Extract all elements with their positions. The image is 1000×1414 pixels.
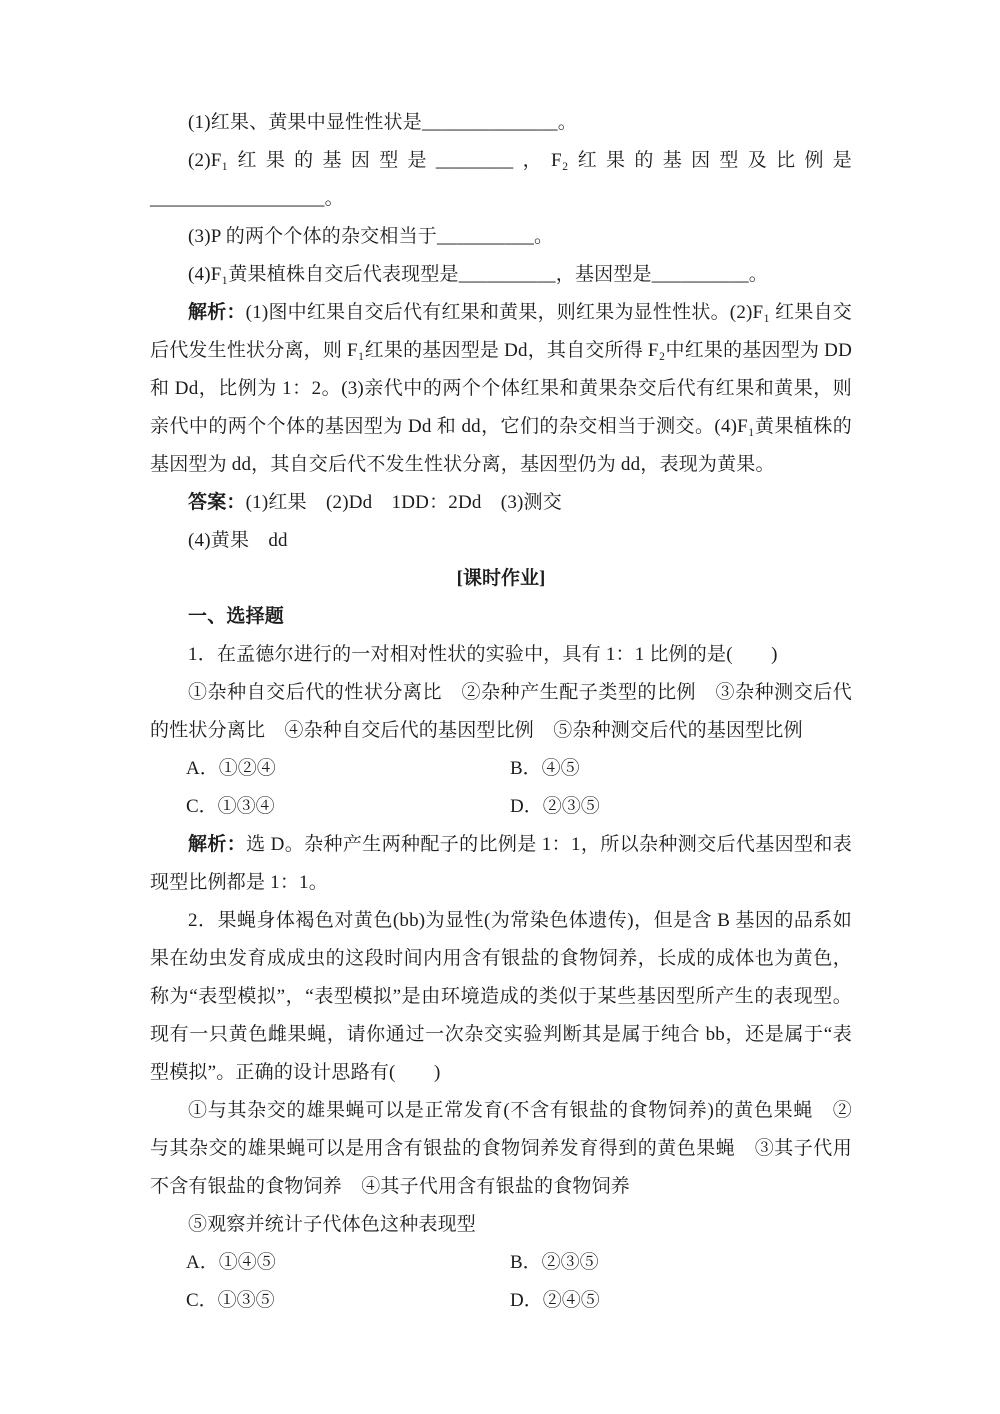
q2-option-d: D．②④⑤: [510, 1290, 600, 1311]
q2-option-c: C．①③⑤: [186, 1290, 275, 1311]
section-header-homework: [课时作业]: [456, 568, 546, 589]
answer-1-line-2: (4)黄果 dd: [188, 530, 288, 551]
answer-1-line-1: [150, 484, 852, 522]
answer-1-label: 答案：: [188, 492, 246, 513]
q1-option-d: D．②③⑤: [510, 796, 600, 817]
fill-question-1: (1)红果、黄果中显性性状是______________。: [188, 112, 577, 133]
q1-option-b: B．④⑤: [510, 758, 580, 779]
q1-option-c: C．①③④: [186, 796, 275, 817]
q2-item-5: ⑤观察并统计子代体色这种表现型: [188, 1214, 477, 1235]
q2-items: ①与其杂交的雄果蝇可以是正常发育(不含有银盐的食物饲养)的黄色果蝇 ②与其杂交的雄果蝇可以是用含有银盐的食物饲养发育得到的黄色果蝇 ③其子代用不含有银盐的食物饲养 ④其子代用含有银盐的食物饲养: [150, 1100, 852, 1197]
q1-options-row-2: [150, 788, 852, 826]
analysis-1-label: 解析：: [188, 302, 246, 323]
subsection-multiple-choice: 一、选择题: [188, 606, 285, 627]
q2-option-b: B．②③⑤: [510, 1252, 599, 1273]
q2-stem: 2．果蝇身体褐色对黄色(bb)为显性(为常染色体遗传)，但是含 B 基因的品系如果在幼虫发育成成虫的这段时间内用含有银盐的食物饲养，长成的成体也为黄色，称为“表型模拟”，“表型模拟”是由环境造成的类似于某些基因型所产生的表现型。现有一只黄色雌果蝇，请你通过一次杂交实验判断其是属于纯合 bb，还是属于“表型模拟”。正确的设计思路有( ): [150, 910, 852, 1083]
q1-analysis-paragraph: [150, 826, 852, 902]
q1-stem: 1．在孟德尔进行的一对相对性状的实验中，具有 1：1 比例的是( ): [188, 644, 778, 665]
fill-question-3: (3)P 的两个个体的杂交相当于__________。: [188, 226, 554, 247]
q1-option-a: A．①②④: [186, 758, 276, 779]
fill-question-2: (2)F₁红果的基因型是________，F₂红果的基因型及比例是__________________。: [150, 150, 852, 209]
q2-options-row-2: [150, 1282, 852, 1320]
q2-options-row-1: [150, 1244, 852, 1282]
analysis-1-paragraph: [150, 294, 852, 484]
q1-analysis-label: 解析：: [188, 834, 247, 855]
q1-items: ①杂种自交后代的性状分离比 ②杂种产生配子类型的比例 ③杂种测交后代的性状分离比 ④杂种自交后代的基因型比例 ⑤杂种测交后代的基因型比例: [150, 682, 852, 741]
q1-analysis-body: 选 D。杂种产生两种配子的比例是 1：1，所以杂种测交后代基因型和表现型比例都是 1：1。: [150, 834, 852, 893]
analysis-1-body: (1)图中红果自交后代有红果和黄果，则红果为显性性状。(2)F₁ 红果自交后代发生性状分离，则 F₁红果的基因型是 Dd，其自交所得 F₂中红果的基因型为 DD 和 Dd，比例为 1：2。(3)亲代中的两个个体红果和黄果杂交后代有红果和黄果，则亲代中的两个个体的基因型为 Dd 和 dd，它们的杂交相当于测交。(4)F₁黄果植株的基因型为 dd，其自交后代不发生性状分离，基因型仍为 dd，表现为黄果。: [150, 302, 852, 475]
q1-options-row-1: [150, 750, 852, 788]
q2-option-a: A．①④⑤: [186, 1252, 276, 1273]
answer-1-values: (1)红果 (2)Dd 1DD：2Dd (3)测交: [245, 492, 562, 513]
fill-question-4: (4)F₁黄果植株自交后代表现型是__________，基因型是__________。: [188, 264, 768, 285]
